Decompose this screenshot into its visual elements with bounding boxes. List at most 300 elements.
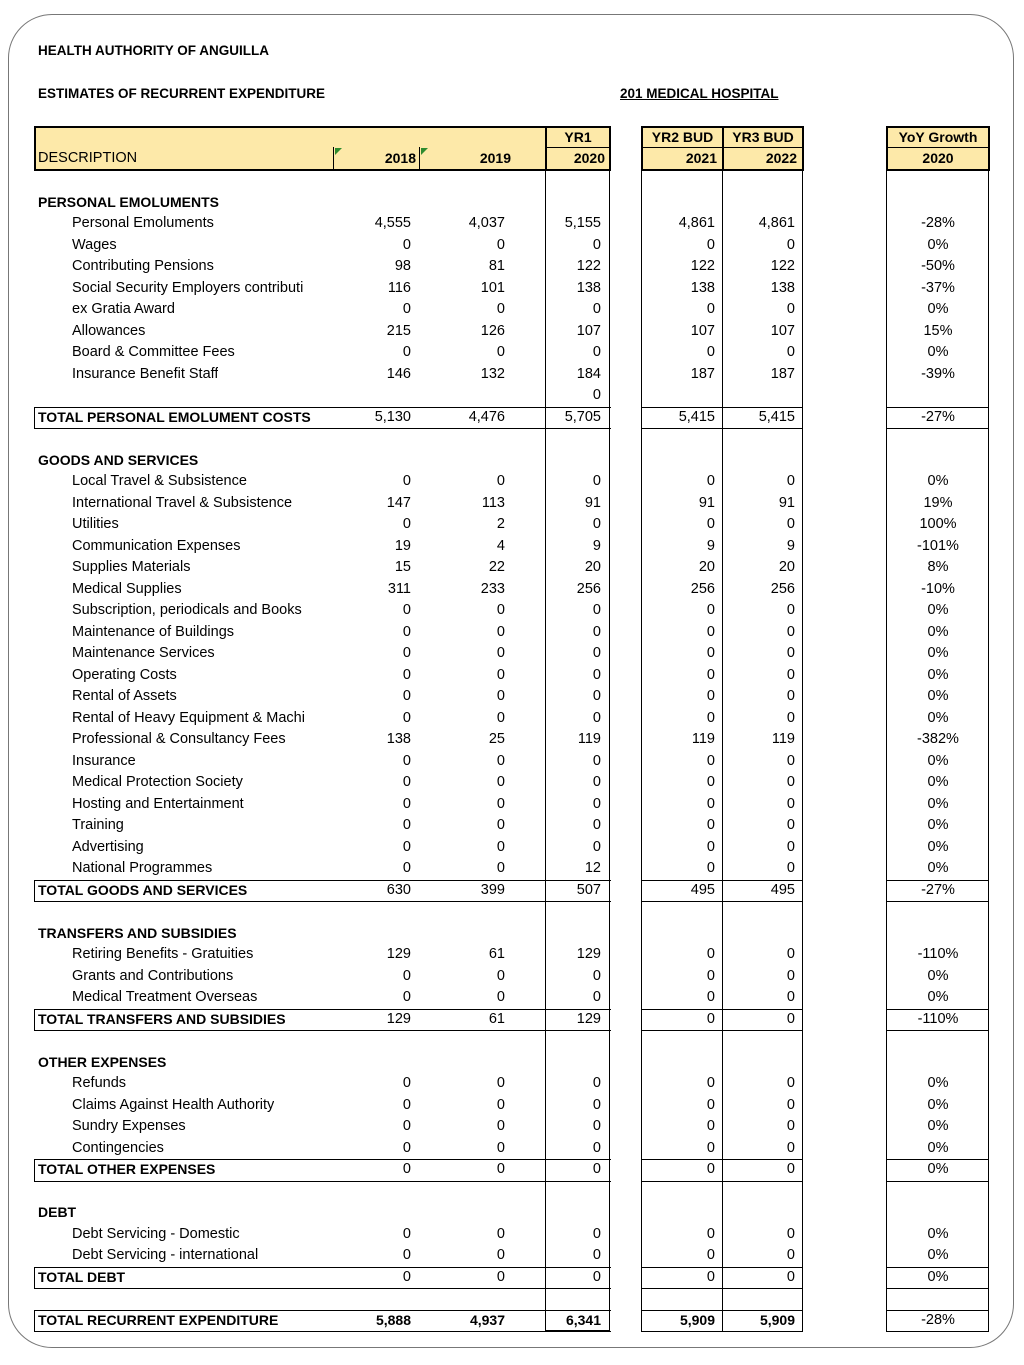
- value-cell-2021: 91: [698, 494, 715, 511]
- total-label: TOTAL DEBT: [38, 1268, 126, 1285]
- total-rule: [641, 1288, 803, 1289]
- value-cell-2022: 0: [786, 301, 795, 317]
- value-cell-2021: 495: [690, 881, 715, 898]
- yoy-cell: -101%: [917, 537, 959, 554]
- value-cell-2020: 129: [576, 1010, 601, 1027]
- value-cell-2018: 5,130: [374, 408, 411, 425]
- row-label: Sundry Expenses: [72, 1118, 186, 1134]
- yoy-cell: 0%: [927, 1118, 949, 1134]
- value-cell-2019: 0: [496, 1225, 505, 1242]
- column-line: [802, 170, 803, 1331]
- value-cell-2020: 0: [592, 1139, 601, 1156]
- value-cell-2019: 0: [496, 344, 505, 360]
- total-rule: [886, 428, 989, 429]
- value-cell-2021: 107: [690, 322, 715, 339]
- value-cell-2018: 0: [402, 989, 411, 1005]
- value-cell-2018: 0: [402, 1247, 411, 1263]
- value-cell-2019: 0: [496, 688, 505, 704]
- value-cell-2018: 0: [402, 1075, 411, 1091]
- header-2022: 2022: [765, 150, 797, 166]
- yoy-cell: 0%: [927, 473, 949, 489]
- value-cell-2019: 0: [496, 989, 505, 1005]
- yoy-cell: 0%: [927, 645, 949, 661]
- value-cell-2020: 184: [576, 365, 601, 382]
- row-label: Advertising: [72, 838, 144, 855]
- value-cell-2022: 0: [786, 602, 795, 618]
- yoy-cell: 0%: [927, 709, 949, 726]
- value-cell-2018: 0: [402, 1096, 411, 1113]
- yoy-cell: 100%: [919, 516, 957, 532]
- header-2020: 2020: [573, 150, 605, 166]
- value-cell-2020: 5,155: [564, 215, 601, 231]
- value-cell-2019: 0: [496, 1161, 505, 1177]
- value-cell-2018: 0: [402, 344, 411, 360]
- yoy-cell: 0%: [927, 989, 949, 1005]
- value-cell-2020: 0: [592, 623, 601, 640]
- total-rule: [34, 1288, 611, 1289]
- row-label: National Programmes: [72, 860, 213, 876]
- row-label: Hosting and Entertainment: [72, 795, 244, 812]
- value-cell-2020: 0: [592, 838, 601, 855]
- value-cell-2022: 122: [770, 258, 795, 274]
- value-cell-2021: 5,415: [678, 408, 715, 425]
- total-rule: [641, 1181, 803, 1182]
- value-cell-2022: 91: [778, 494, 795, 511]
- yoy-cell: 0%: [927, 1247, 949, 1263]
- value-cell-2019: 0: [496, 473, 505, 489]
- total-rule: [641, 1331, 803, 1332]
- value-cell-2018: 129: [386, 1010, 411, 1027]
- value-cell-2018: 0: [402, 473, 411, 489]
- value-cell-2022: 0: [786, 838, 795, 855]
- value-cell-2020: 0: [592, 344, 601, 360]
- value-cell-2019: 399: [480, 881, 505, 898]
- header-yr3: YR3 BUD: [732, 129, 794, 145]
- value-cell-2020: 0: [592, 817, 601, 833]
- value-cell-2020: 0: [592, 1118, 601, 1134]
- value-cell-2020: 12: [584, 860, 601, 876]
- value-cell-2019: 0: [496, 752, 505, 769]
- value-cell-2022: 0: [786, 946, 795, 962]
- row-label: Wages: [72, 236, 117, 253]
- value-cell-2018: 0: [402, 1268, 411, 1285]
- row-label: Allowances: [72, 322, 146, 339]
- value-cell-2021: 138: [690, 279, 715, 296]
- org-title: HEALTH AUTHORITY OF ANGUILLA: [38, 43, 269, 58]
- value-cell-2019: 0: [496, 838, 505, 855]
- total-label: TOTAL TRANSFERS AND SUBSIDIES: [38, 1010, 286, 1027]
- value-cell-2020: 507: [576, 881, 601, 898]
- value-cell-2021: 256: [690, 580, 715, 597]
- value-cell-2020: 20: [584, 559, 601, 575]
- value-cell-2022: 0: [786, 752, 795, 769]
- value-cell-2018: 0: [402, 688, 411, 704]
- value-cell-2021: 0: [706, 860, 715, 876]
- row-label: Operating Costs: [72, 666, 177, 683]
- yoy-cell: 0%: [927, 666, 949, 683]
- value-cell-2019: 2: [496, 516, 505, 532]
- value-cell-2020: 0: [592, 688, 601, 704]
- yoy-cell: 0%: [927, 1268, 949, 1285]
- value-cell-2018: 0: [402, 623, 411, 640]
- value-cell-2019: 0: [496, 602, 505, 618]
- yoy-cell: 8%: [927, 559, 949, 575]
- value-cell-2018: 0: [402, 752, 411, 769]
- value-cell-2022: 5,415: [758, 408, 795, 425]
- value-cell-2018: 147: [386, 494, 411, 511]
- row-label: Board & Committee Fees: [72, 344, 235, 360]
- value-cell-2022: 256: [770, 580, 795, 597]
- header-sep-2018: [419, 147, 420, 170]
- row-label: Utilities: [72, 516, 119, 532]
- dept-title: 201 MEDICAL HOSPITAL: [620, 86, 779, 101]
- value-cell-2022: 0: [786, 1118, 795, 1134]
- value-cell-2020: 0: [592, 989, 601, 1005]
- value-cell-2022: 107: [770, 322, 795, 339]
- value-cell-2022: 0: [786, 989, 795, 1005]
- value-cell-2021: 0: [706, 1075, 715, 1091]
- section-heading: GOODS AND SERVICES: [38, 451, 199, 468]
- value-cell-2022: 0: [786, 666, 795, 683]
- yoy-cell: 0%: [927, 795, 949, 812]
- value-cell-2020: 0: [592, 1161, 601, 1177]
- value-cell-2021: 0: [706, 645, 715, 661]
- yoy-cell: -39%: [921, 365, 955, 382]
- value-cell-2020: 119: [577, 731, 601, 747]
- total-rule: [886, 1288, 989, 1289]
- yoy-cell: 0%: [927, 623, 949, 640]
- header-2021: 2021: [685, 150, 717, 166]
- value-cell-2021: 0: [706, 516, 715, 532]
- value-cell-2019: 4: [496, 537, 505, 554]
- value-cell-2018: 630: [386, 881, 411, 898]
- value-cell-2020: 129: [576, 946, 601, 962]
- value-cell-2019: 0: [496, 967, 505, 984]
- value-cell-2019: 0: [496, 860, 505, 876]
- yoy-cell: 0%: [927, 301, 949, 317]
- value-cell-2022: 0: [786, 1096, 795, 1113]
- value-cell-2019: 0: [496, 236, 505, 253]
- value-cell-2022: 0: [786, 473, 795, 489]
- yoy-cell: 15%: [923, 322, 953, 339]
- value-cell-2021: 0: [706, 1118, 715, 1134]
- value-cell-2019: 0: [496, 774, 505, 790]
- value-cell-2021: 0: [706, 774, 715, 790]
- total-rule: [34, 1310, 35, 1332]
- row-label: Grants and Contributions: [72, 967, 234, 984]
- value-cell-2022: 0: [786, 795, 795, 812]
- value-cell-2019: 81: [488, 258, 505, 274]
- total-rule: [886, 1331, 989, 1332]
- bottom-rule: [545, 1330, 610, 1331]
- value-cell-2021: 0: [706, 946, 715, 962]
- value-cell-2021: 0: [706, 236, 715, 253]
- value-cell-2021: 0: [706, 709, 715, 726]
- yoy-cell: 0%: [927, 752, 949, 769]
- total-rule: [641, 901, 803, 902]
- value-cell-2020: 256: [576, 580, 601, 597]
- yoy-cell: 0%: [927, 838, 949, 855]
- value-cell-2022: 0: [786, 1139, 795, 1156]
- value-cell-2020: 0: [592, 795, 601, 812]
- row-label: Personal Emoluments: [72, 215, 214, 231]
- value-cell-2019: 25: [488, 731, 505, 747]
- value-cell-2020: 0: [592, 774, 601, 790]
- value-cell-2021: 20: [698, 559, 715, 575]
- yoy-cell: 0%: [927, 774, 949, 790]
- yoy-cell: 19%: [923, 494, 953, 511]
- value-cell-2019: 0: [496, 1096, 505, 1113]
- value-cell-2021: 122: [690, 258, 715, 274]
- value-cell-2021: 0: [706, 817, 715, 833]
- value-cell-2019: 4,476: [468, 408, 505, 425]
- total-label: TOTAL PERSONAL EMOLUMENT COSTS: [38, 408, 311, 425]
- value-cell-2022: 0: [786, 516, 795, 532]
- value-cell-2018: 0: [402, 838, 411, 855]
- value-cell-2018: 0: [402, 301, 411, 317]
- total-rule: [34, 1030, 611, 1031]
- value-cell-2018: [335, 385, 411, 407]
- value-cell-2020: 0: [592, 1075, 601, 1091]
- value-cell-2020: 0: [592, 645, 601, 661]
- value-cell-2018: 129: [386, 946, 411, 962]
- value-cell-2020: 0: [592, 1096, 601, 1113]
- header-2018: 2018: [384, 150, 416, 166]
- value-cell-2021: 0: [706, 1247, 715, 1263]
- value-cell-2020: 91: [584, 494, 601, 511]
- row-label: Medical Treatment Overseas: [72, 989, 258, 1005]
- value-cell-2020: 138: [576, 279, 601, 296]
- yoy-cell: 0%: [927, 602, 949, 618]
- header-yoy-year: 2020: [922, 150, 954, 166]
- value-cell-2021: 4,861: [678, 215, 715, 231]
- value-cell-2021: 119: [691, 731, 715, 747]
- value-cell-2018: 0: [402, 709, 411, 726]
- row-label: Retiring Benefits - Gratuities: [72, 946, 254, 962]
- value-cell-2021: 0: [706, 967, 715, 984]
- value-cell-2021: 0: [706, 795, 715, 812]
- value-cell-2018: 15: [394, 559, 411, 575]
- row-label: Refunds: [72, 1075, 127, 1091]
- value-cell-2019: 0: [496, 623, 505, 640]
- total-rule: [886, 1030, 989, 1031]
- row-label: Claims Against Health Authority: [72, 1096, 275, 1113]
- value-cell-2018: 0: [402, 1161, 411, 1177]
- total-label: TOTAL OTHER EXPENSES: [38, 1161, 216, 1177]
- row-label: Medical Supplies: [72, 580, 182, 597]
- value-cell-2022: 0: [786, 1225, 795, 1242]
- value-cell-2022: 0: [786, 236, 795, 253]
- value-cell-2021: 0: [706, 344, 715, 360]
- value-cell-2021: 0: [706, 473, 715, 489]
- header-yr1: YR1: [564, 129, 592, 145]
- value-cell-2018: 0: [402, 666, 411, 683]
- value-cell-2022: 0: [786, 623, 795, 640]
- value-cell-2019: 233: [480, 580, 505, 597]
- value-cell-2019: 22: [488, 559, 505, 575]
- total-rule: [34, 901, 611, 902]
- value-cell-2018: 4,555: [374, 215, 411, 231]
- row-label: Local Travel & Subsistence: [72, 473, 247, 489]
- value-cell-2018: 19: [394, 537, 411, 554]
- yoy-cell: -27%: [921, 408, 955, 425]
- value-cell-2018: 0: [402, 967, 411, 984]
- value-cell-2022: 495: [770, 881, 795, 898]
- value-cell-2018: 0: [402, 817, 411, 833]
- value-cell-2019: 0: [496, 1247, 505, 1263]
- value-cell-2022: 0: [786, 817, 795, 833]
- row-label: Rental of Assets: [72, 688, 177, 704]
- total-label: TOTAL RECURRENT EXPENDITURE: [38, 1311, 279, 1328]
- value-cell-2020: 0: [592, 602, 601, 618]
- row-label: Contingencies: [72, 1139, 164, 1156]
- value-cell-2018: 0: [402, 236, 411, 253]
- value-cell-2021: [643, 385, 715, 407]
- row-label: Social Security Employers contributi: [72, 279, 304, 296]
- value-cell-2018: 98: [394, 258, 411, 274]
- value-cell-2022: 9: [786, 537, 795, 554]
- yoy-cell: 0%: [927, 860, 949, 876]
- yoy-cell: 0%: [927, 236, 949, 253]
- total-rule: [641, 1030, 803, 1031]
- value-cell-2022: 0: [786, 774, 795, 790]
- value-cell-2022: [724, 385, 795, 407]
- value-cell-2019: 0: [496, 1118, 505, 1134]
- value-cell-2021: 0: [706, 1010, 715, 1027]
- value-cell-2022: 20: [778, 559, 795, 575]
- value-cell-2021: 0: [706, 1139, 715, 1156]
- yoy-cell: -28%: [921, 215, 955, 231]
- row-label: Medical Protection Society: [72, 774, 243, 790]
- value-cell-2020: 6,341: [565, 1311, 601, 1328]
- value-cell-2018: 0: [402, 1139, 411, 1156]
- column-line: [545, 170, 546, 1331]
- value-cell-2020: 0: [592, 709, 601, 726]
- value-cell-2021: 9: [706, 537, 715, 554]
- value-cell-2020: 0: [592, 1225, 601, 1242]
- value-cell-2020: 0: [592, 752, 601, 769]
- row-label: Maintenance of Buildings: [72, 623, 235, 640]
- total-rule: [34, 407, 35, 429]
- value-cell-2020: 9: [592, 537, 601, 554]
- section-heading: OTHER EXPENSES: [38, 1053, 167, 1070]
- header-description: DESCRIPTION: [38, 150, 138, 166]
- row-label: Maintenance Services: [72, 645, 215, 661]
- yoy-cell: 0%: [927, 817, 949, 833]
- value-cell-2020: 0: [592, 473, 601, 489]
- value-cell-2021: 0: [706, 1096, 715, 1113]
- value-cell-2021: 187: [690, 365, 715, 382]
- header-yoy: YoY Growth: [898, 129, 978, 145]
- yoy-cell: -110%: [917, 1010, 959, 1027]
- row-label: Training: [72, 817, 124, 833]
- yoy-cell: 0%: [927, 967, 949, 984]
- row-label: Debt Servicing - international: [72, 1247, 259, 1263]
- value-cell-2020: 0: [592, 967, 601, 984]
- section-heading: TRANSFERS AND SUBSIDIES: [38, 924, 237, 941]
- header-yr2: YR2 BUD: [651, 129, 714, 145]
- value-cell-2019: 0: [496, 817, 505, 833]
- column-line: [609, 170, 610, 1331]
- value-cell-2018: 146: [386, 365, 411, 382]
- value-cell-2019: 0: [496, 795, 505, 812]
- yoy-cell: -382%: [917, 731, 959, 747]
- value-cell-2019: 0: [496, 666, 505, 683]
- value-cell-2018: 0: [402, 774, 411, 790]
- value-cell-2020: 0: [592, 516, 601, 532]
- value-cell-2018: 138: [386, 731, 411, 747]
- value-cell-2019: 61: [488, 946, 505, 962]
- value-cell-2022: 0: [786, 1075, 795, 1091]
- header-2019: 2019: [479, 150, 511, 166]
- row-label: Rental of Heavy Equipment & Machi: [72, 709, 305, 726]
- value-cell-2019: 0: [496, 1139, 505, 1156]
- yoy-cell: -27%: [921, 881, 955, 898]
- column-line: [886, 170, 887, 1331]
- value-cell-2019: 0: [496, 301, 505, 317]
- value-cell-2019: 61: [488, 1010, 505, 1027]
- value-cell-2018: 311: [387, 580, 411, 597]
- total-rule: [34, 1331, 611, 1332]
- yoy-cell: -10%: [921, 580, 955, 597]
- value-cell-2022: 0: [786, 967, 795, 984]
- value-cell-2022: 0: [786, 1268, 795, 1285]
- total-rule: [886, 901, 989, 902]
- value-cell-2022: 0: [786, 1010, 795, 1027]
- value-cell-2020: 0: [592, 301, 601, 317]
- row-label: Insurance: [72, 752, 136, 769]
- value-cell-2018: 215: [386, 322, 411, 339]
- value-cell-2022: 0: [786, 1247, 795, 1263]
- value-cell-2019: [421, 385, 505, 407]
- row-label: Subscription, periodicals and Books: [72, 602, 302, 618]
- total-rule: [34, 1181, 611, 1182]
- value-cell-2021: 0: [706, 688, 715, 704]
- total-label: TOTAL GOODS AND SERVICES: [38, 881, 248, 898]
- value-cell-2018: 0: [402, 1225, 411, 1242]
- value-cell-2020: 5,705: [564, 408, 601, 425]
- total-rule: [34, 428, 611, 429]
- value-cell-2022: 119: [771, 731, 795, 747]
- value-cell-2022: 0: [786, 709, 795, 726]
- yoy-cell: 0%: [927, 1225, 949, 1242]
- column-line: [641, 170, 642, 1331]
- value-cell-2021: 0: [706, 666, 715, 683]
- value-cell-2020: 0: [592, 387, 601, 403]
- value-cell-2018: 116: [387, 279, 411, 296]
- yoy-cell: 0%: [927, 688, 949, 704]
- row-label: Professional & Consultancy Fees: [72, 731, 286, 747]
- value-cell-2022: 0: [786, 688, 795, 704]
- row-label: Supplies Materials: [72, 559, 191, 575]
- yoy-cell: 0%: [927, 1075, 949, 1091]
- value-cell-2018: 0: [402, 602, 411, 618]
- row-label: Debt Servicing - Domestic: [72, 1225, 240, 1242]
- yoy-cell: -50%: [921, 258, 955, 274]
- column-line: [988, 170, 989, 1331]
- value-cell-2019: 0: [496, 1075, 505, 1091]
- yoy-cell: -37%: [921, 279, 955, 296]
- value-cell-2018: 0: [402, 516, 411, 532]
- value-cell-2021: 0: [706, 989, 715, 1005]
- value-cell-2019: 132: [480, 365, 505, 382]
- value-cell-2019: 113: [481, 494, 505, 511]
- value-cell-2022: 0: [786, 344, 795, 360]
- value-cell-2021: 0: [706, 1225, 715, 1242]
- value-cell-2020: 122: [576, 258, 601, 274]
- value-cell-2019: 126: [480, 322, 505, 339]
- yoy-cell: 0%: [927, 1139, 949, 1156]
